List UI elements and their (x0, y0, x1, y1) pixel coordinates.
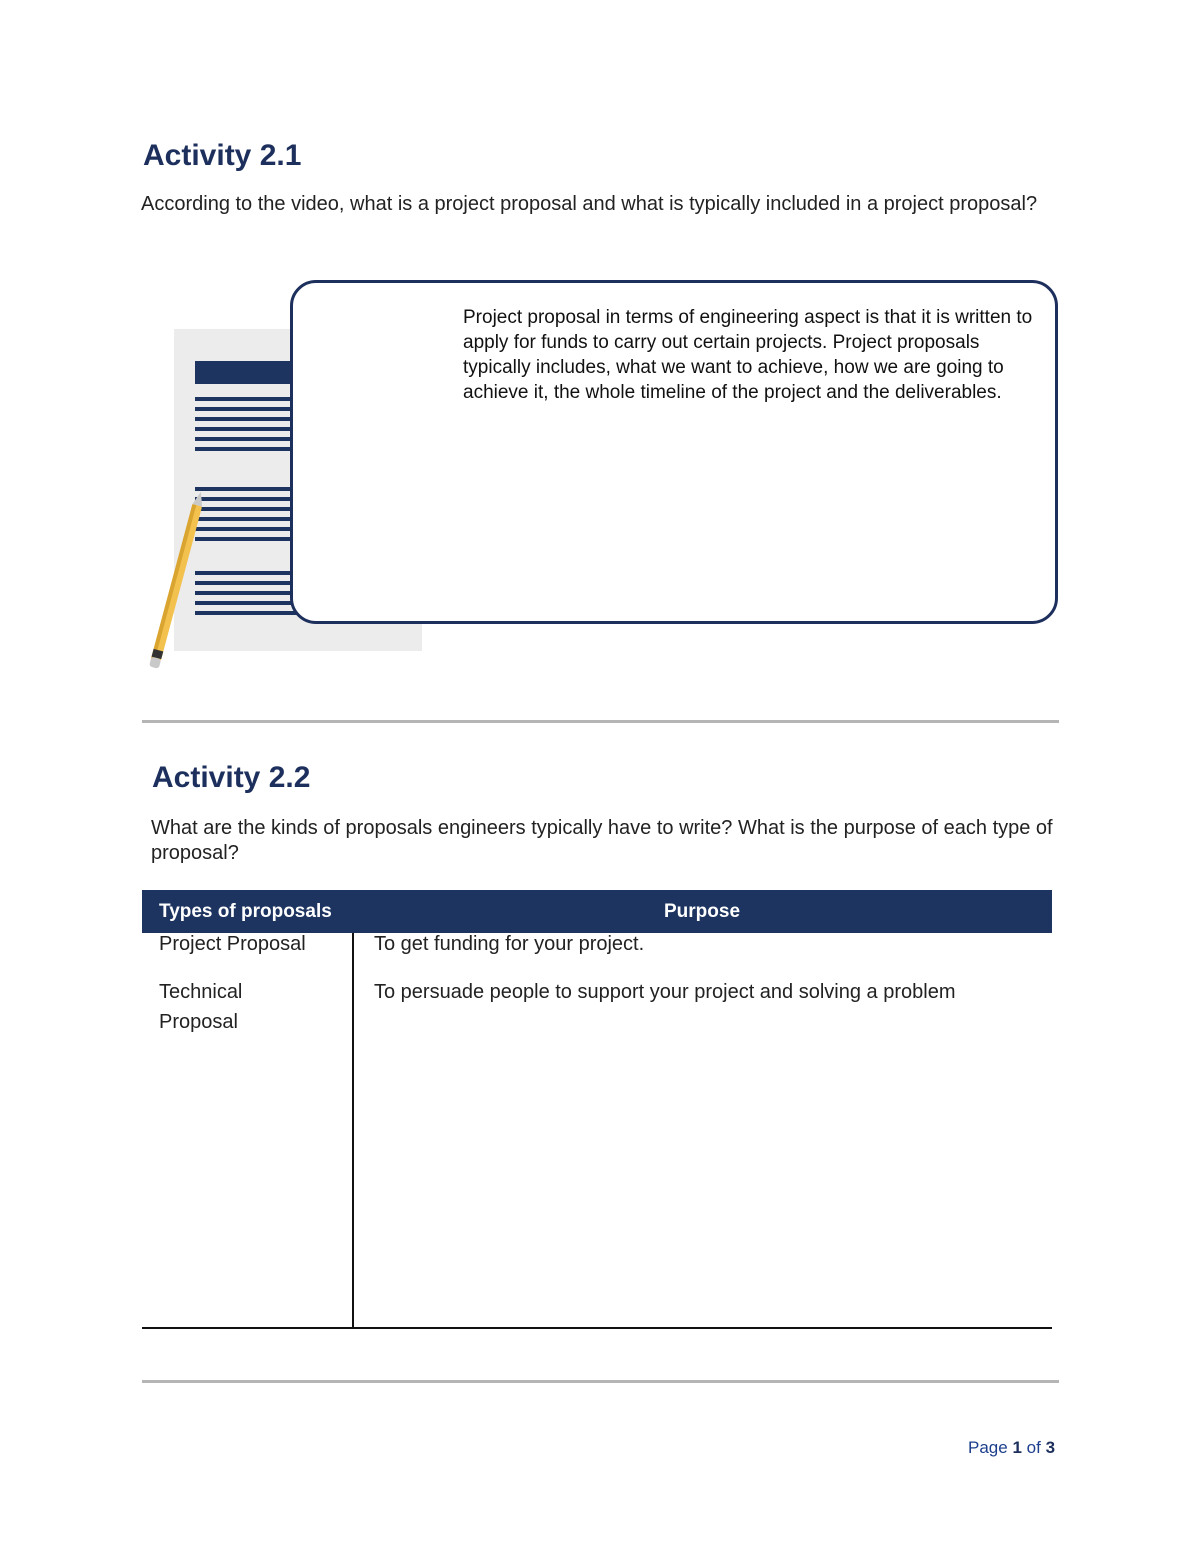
page-number: 1 (1012, 1438, 1022, 1457)
footer-divider (142, 1380, 1059, 1383)
section-divider (142, 720, 1059, 723)
activity-2-1-title: Activity 2.1 (143, 139, 302, 172)
table-column-divider (352, 933, 354, 1329)
activity-2-2-question: What are the kinds of proposals engineers typically have to write? What is the purpose of each type of proposal? (151, 817, 1053, 864)
page-label: Page (968, 1438, 1008, 1457)
of-label: of (1026, 1438, 1041, 1457)
header-purpose: Purpose (664, 901, 741, 922)
header-types: Types of proposals (159, 901, 332, 922)
table-cell-type: Project Proposal (159, 933, 306, 955)
total-pages: 3 (1045, 1438, 1056, 1457)
table-cell-purpose: To persuade people to support your project and solving a problem (374, 981, 956, 1003)
answer-text: Project proposal in terms of engineering aspect is that it is written to apply for funds to carry out certain projects. Project proposals typically includes, what we want to achieve, how we are going to achieve it, the whole timeline of the project and the deliverables. (463, 307, 1033, 403)
page-indicator (968, 1438, 1055, 1458)
activity-2-1-question: According to the video, what is a project proposal and what is typically included in a project proposal? (141, 193, 1038, 215)
activity-2-2-title: Activity 2.2 (152, 761, 311, 794)
table-cell-purpose: To get funding for your project. (374, 933, 645, 955)
answer-box[interactable] (290, 280, 1058, 624)
table-header (142, 890, 1052, 933)
table-cell-type: Technical Proposal (159, 981, 243, 1033)
pencil-icon (138, 485, 218, 685)
table-bottom-border (142, 1327, 1052, 1329)
